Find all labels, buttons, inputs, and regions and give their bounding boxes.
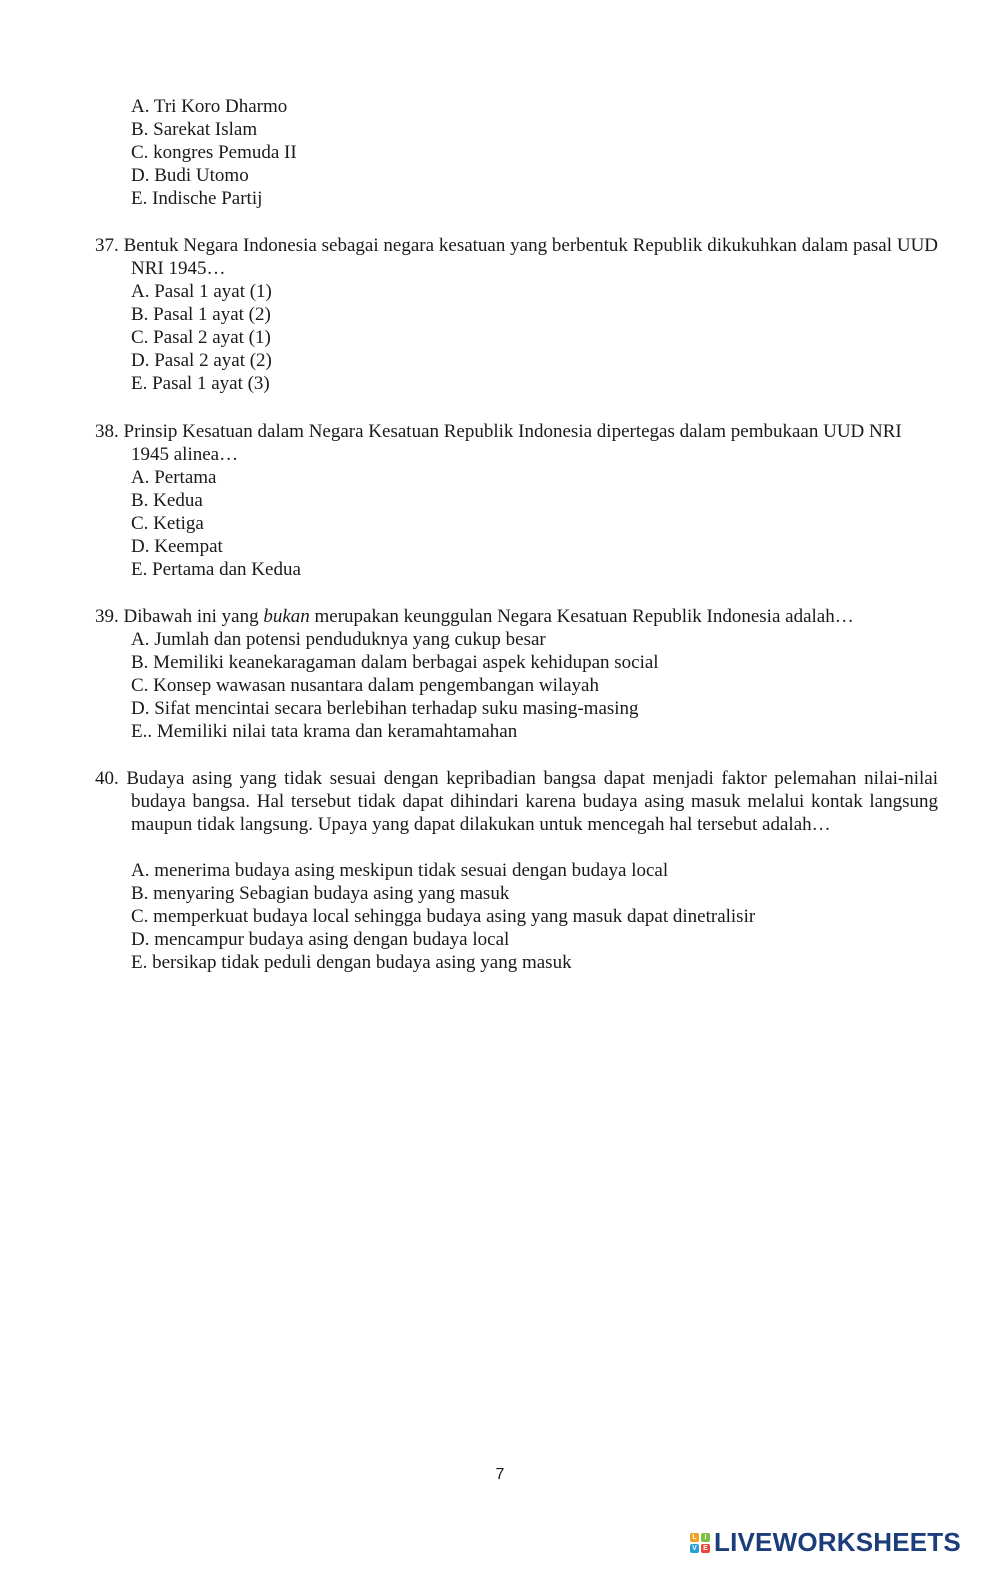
liveworksheets-brand[interactable] (690, 1528, 961, 1558)
question-text: Prinsip Kesatuan dalam Negara Kesatuan Republik Indonesia dipertegas dalam pembukaan UUD NRI 1945 alinea… (123, 421, 902, 466)
logo-tile-i: I (701, 1533, 710, 1542)
question-number: 40. (95, 768, 119, 789)
question-38 (95, 420, 938, 466)
prev-option-c: C. kongres Pemuda II (131, 142, 297, 163)
logo-tile-v: V (690, 1544, 699, 1553)
prev-option-b: B. Sarekat Islam (131, 119, 258, 140)
prev-option-e: E. Indische Partij (131, 188, 263, 209)
question-text: Budaya asing yang tidak sesuai dengan kepribadian bangsa dapat menjadi faktor pelemahan nilai-nilai budaya bangsa. Hal tersebut tidak dapat dihindari karena budaya asing masuk melalui kontak langsung maupun tidak langsung. Upaya yang dapat dilakukan untuk mencegah hal tersebut adalah… (126, 768, 939, 836)
q40-option-b: B. menyaring Sebagian budaya asing yang masuk (131, 883, 510, 904)
question-text-after: merupakan keunggulan Negara Kesatuan Republik Indonesia adalah… (314, 606, 854, 627)
q39-option-d: D. Sifat mencintai secara berlebihan terhadap suku masing-masing (131, 698, 639, 719)
q38-option-d: D. Keempat (131, 536, 223, 557)
q37-option-d: D. Pasal 2 ayat (2) (131, 350, 272, 371)
question-number: 37. (95, 235, 119, 256)
liveworksheets-logo-icon (690, 1533, 710, 1553)
q37-option-c: C. Pasal 2 ayat (1) (131, 327, 271, 348)
question-number: 38. (95, 421, 119, 442)
q40-option-c: C. memperkuat budaya local sehingga budaya asing yang masuk dapat dinetralisir (131, 906, 756, 927)
prev-option-d: D. Budi Utomo (131, 165, 249, 186)
logo-tile-e: E (701, 1544, 710, 1553)
question-emphasis: bukan (263, 606, 310, 627)
logo-tile-l: L (690, 1533, 699, 1542)
q37-option-b: B. Pasal 1 ayat (2) (131, 304, 271, 325)
q39-option-a: A. Jumlah dan potensi penduduknya yang cukup besar (131, 629, 546, 650)
q40-option-e: E. bersikap tidak peduli dengan budaya asing yang masuk (131, 952, 572, 973)
q38-option-e: E. Pertama dan Kedua (131, 559, 301, 580)
brand-name: LIVEWORKSHEETS (714, 1527, 961, 1558)
question-37 (95, 234, 938, 280)
q38-option-b: B. Kedua (131, 490, 203, 511)
question-39 (95, 605, 902, 628)
q39-option-e: E.. Memiliki nilai tata krama dan keramahtamahan (131, 721, 518, 742)
q38-option-a: A. Pertama (131, 467, 217, 488)
question-text-before: Dibawah ini yang (123, 606, 259, 627)
q39-option-b: B. Memiliki keanekaragaman dalam berbagai aspek kehidupan social (131, 652, 659, 673)
q37-option-a: A. Pasal 1 ayat (1) (131, 281, 272, 302)
question-40 (95, 767, 938, 837)
question-number: 39. (95, 606, 119, 627)
question-text: Bentuk Negara Indonesia sebagai negara kesatuan yang berbentuk Republik dikukuhkan dalam pasal UUD NRI 1945… (123, 235, 939, 280)
q38-option-c: C. Ketiga (131, 513, 204, 534)
q40-option-d: D. mencampur budaya asing dengan budaya local (131, 929, 510, 950)
q39-option-c: C. Konsep wawasan nusantara dalam pengembangan wilayah (131, 675, 599, 696)
q40-option-a: A. menerima budaya asing meskipun tidak sesuai dengan budaya local (131, 860, 669, 881)
page-number: 7 (495, 1466, 505, 1483)
q37-option-e: E. Pasal 1 ayat (3) (131, 373, 270, 394)
prev-option-a: A. Tri Koro Dharmo (131, 96, 288, 117)
